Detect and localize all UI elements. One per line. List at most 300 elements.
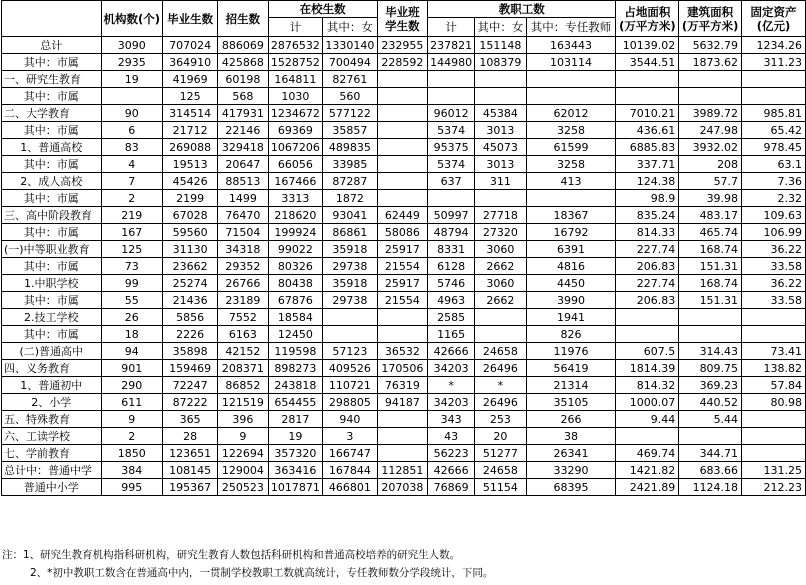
table-cell: 6391 [526, 241, 616, 258]
table-cell: 33290 [526, 462, 616, 479]
row-label: 四、义务教育 [2, 360, 102, 377]
table-cell: 683.66 [679, 462, 742, 479]
table-cell: 1124.18 [679, 479, 742, 496]
table-cell: 369.23 [679, 377, 742, 394]
table-cell: 2421.89 [616, 479, 679, 496]
table-cell: 2 [101, 428, 163, 445]
table-cell [377, 71, 428, 88]
table-cell: 1499 [218, 190, 269, 207]
table-row [2, 88, 806, 105]
table-cell [377, 139, 428, 156]
table-row [2, 377, 806, 394]
table-cell: 42152 [218, 343, 269, 360]
table-cell: 9.44 [616, 411, 679, 428]
table-cell: 19513 [163, 156, 218, 173]
table-cell: 164811 [268, 71, 323, 88]
table-cell: 21554 [377, 292, 428, 309]
table-cell: 62449 [377, 207, 428, 224]
table-cell: 80438 [268, 275, 323, 292]
table-cell: 814.33 [616, 224, 679, 241]
table-cell: 985.81 [742, 105, 806, 122]
table-cell: 67876 [268, 292, 323, 309]
table-cell: 940 [323, 411, 378, 428]
footnote-1: 注：1、研究生教育机构指科研机构，研究生教育人数包括科研机构和普通高校培养的研究生人数。 [2, 549, 461, 561]
table-cell: 329418 [218, 139, 269, 156]
table-cell: 56223 [428, 445, 475, 462]
table-cell: 109.63 [742, 207, 806, 224]
table-cell: 396 [218, 411, 269, 428]
table-cell: 3060 [475, 275, 527, 292]
table-cell: 2662 [475, 292, 527, 309]
table-cell: 809.75 [679, 360, 742, 377]
table-cell: 42666 [428, 343, 475, 360]
table-row [2, 241, 806, 258]
table-cell: 2817 [268, 411, 323, 428]
table-cell: 82761 [323, 71, 378, 88]
table-cell: 51154 [475, 479, 527, 496]
table-cell [475, 190, 527, 207]
table-cell: 34203 [428, 394, 475, 411]
row-label: (一)中等职业教育 [2, 241, 102, 258]
table-cell: 131.25 [742, 462, 806, 479]
row-label: 普通中小学 [2, 479, 102, 496]
row-label: 1.中职学校 [2, 275, 102, 292]
table-cell: 110721 [323, 377, 378, 394]
table-row [2, 105, 806, 122]
table-cell [616, 326, 679, 343]
header-in-school-female: 其中：女 [323, 18, 378, 37]
table-cell: 23189 [218, 292, 269, 309]
table-cell [377, 105, 428, 122]
table-cell: 76319 [377, 377, 428, 394]
table-cell: 413 [526, 173, 616, 190]
table-cell: 6 [101, 122, 163, 139]
table-cell: 21436 [163, 292, 218, 309]
table-cell: 35918 [323, 241, 378, 258]
table-cell: 4 [101, 156, 163, 173]
table-cell: 33.58 [742, 292, 806, 309]
table-cell: 364910 [163, 54, 218, 71]
row-label: 其中：市属 [2, 88, 102, 105]
table-cell: 29738 [323, 258, 378, 275]
table-cell: 465.74 [679, 224, 742, 241]
table-cell: 1814.39 [616, 360, 679, 377]
table-cell: 24658 [475, 343, 527, 360]
table-cell: 11976 [526, 343, 616, 360]
table-cell: 21554 [377, 258, 428, 275]
header-land: 占地面积(万平方米) [616, 1, 679, 37]
table-cell: 489835 [323, 139, 378, 156]
table-cell: 1872 [323, 190, 378, 207]
table-cell: 227.74 [616, 241, 679, 258]
table-cell: 212.23 [742, 479, 806, 496]
table-cell [742, 428, 806, 445]
table-cell: 3544.51 [616, 54, 679, 71]
table-cell: 28 [163, 428, 218, 445]
table-cell: 124.38 [616, 173, 679, 190]
table-cell [526, 88, 616, 105]
table-cell [377, 190, 428, 207]
header-staff-total: 计 [428, 18, 475, 37]
table-row [2, 156, 806, 173]
footnote-2: 2、*初中教职工数含在普通高中内，一贯制学校教职工数就高统计，专任教师数分学段统计，下同。 [30, 567, 494, 579]
table-cell: 237821 [428, 37, 475, 54]
table-cell: 86852 [218, 377, 269, 394]
table-cell: 219 [101, 207, 163, 224]
table-cell: 19 [268, 428, 323, 445]
row-label: 1、普通高校 [2, 139, 102, 156]
table-cell: 1528752 [268, 54, 323, 71]
table-cell [616, 309, 679, 326]
table-cell: 168.74 [679, 275, 742, 292]
table-cell: 568 [218, 88, 269, 105]
table-cell: 138.82 [742, 360, 806, 377]
table-cell: 151148 [475, 37, 527, 54]
table-row [2, 190, 806, 207]
table-row [2, 309, 806, 326]
table-cell: 87222 [163, 394, 218, 411]
table-cell: 357320 [268, 445, 323, 462]
table-cell: 71504 [218, 224, 269, 241]
table-row [2, 224, 806, 241]
table-cell: 232955 [377, 37, 428, 54]
table-cell: 3 [323, 428, 378, 445]
table-cell: 31130 [163, 241, 218, 258]
header-staff-fulltime: 其中：专任教师 [526, 18, 616, 37]
table-cell: 144980 [428, 54, 475, 71]
table-cell: 22146 [218, 122, 269, 139]
table-cell: 344.71 [679, 445, 742, 462]
row-label: (二)普通高中 [2, 343, 102, 360]
table-cell [377, 326, 428, 343]
table-cell: 4450 [526, 275, 616, 292]
table-row [2, 479, 806, 496]
table-cell: 21712 [163, 122, 218, 139]
table-cell [679, 326, 742, 343]
table-row [2, 326, 806, 343]
table-cell [428, 88, 475, 105]
table-cell: 5374 [428, 156, 475, 173]
table-cell [679, 71, 742, 88]
table-cell: 409526 [323, 360, 378, 377]
table-cell: 199924 [268, 224, 323, 241]
table-cell: 2199 [163, 190, 218, 207]
table-cell: 119598 [268, 343, 323, 360]
table-cell [526, 71, 616, 88]
row-label: 一、研究生教育 [2, 71, 102, 88]
table-cell: 5.44 [679, 411, 742, 428]
table-cell: 1330140 [323, 37, 378, 54]
table-cell: 2585 [428, 309, 475, 326]
row-label: 六、工读学校 [2, 428, 102, 445]
table-cell: 269088 [163, 139, 218, 156]
table-cell: 611 [101, 394, 163, 411]
table-cell: 60198 [218, 71, 269, 88]
table-cell: 343 [428, 411, 475, 428]
table-cell: 18 [101, 326, 163, 343]
row-label: 其中：市属 [2, 326, 102, 343]
table-cell: 483.17 [679, 207, 742, 224]
table-cell: 34318 [218, 241, 269, 258]
table-cell: 469.74 [616, 445, 679, 462]
table-cell: 20 [475, 428, 527, 445]
table-cell: 88513 [218, 173, 269, 190]
table-cell: 577122 [323, 105, 378, 122]
table-cell: 59560 [163, 224, 218, 241]
table-cell: 18584 [268, 309, 323, 326]
table-cell [742, 326, 806, 343]
table-cell: 29738 [323, 292, 378, 309]
table-cell: 151.31 [679, 258, 742, 275]
row-label: 其中：市属 [2, 122, 102, 139]
table-cell [377, 445, 428, 462]
table-cell [742, 445, 806, 462]
table-cell: 123651 [163, 445, 218, 462]
table-row [2, 343, 806, 360]
table-cell: 42666 [428, 462, 475, 479]
table-cell: 23662 [163, 258, 218, 275]
table-cell: 50997 [428, 207, 475, 224]
table-cell: 826 [526, 326, 616, 343]
table-cell: 166747 [323, 445, 378, 462]
table-row [2, 71, 806, 88]
table-cell: 167466 [268, 173, 323, 190]
table-cell: 384 [101, 462, 163, 479]
row-label: 其中：市属 [2, 54, 102, 71]
table-row [2, 411, 806, 428]
table-cell: 35857 [323, 122, 378, 139]
table-body [2, 37, 806, 496]
table-cell [679, 309, 742, 326]
table-cell: 208 [679, 156, 742, 173]
table-cell: 1165 [428, 326, 475, 343]
table-cell: 106.99 [742, 224, 806, 241]
table-cell: 3090 [101, 37, 163, 54]
table-cell: 20647 [218, 156, 269, 173]
table-cell [679, 88, 742, 105]
table-cell: 1234672 [268, 105, 323, 122]
table-cell: 151.31 [679, 292, 742, 309]
table-cell: 99 [101, 275, 163, 292]
table-cell [377, 411, 428, 428]
table-cell: 1067206 [268, 139, 323, 156]
table-cell [616, 88, 679, 105]
table-row [2, 207, 806, 224]
table-cell: 607.5 [616, 343, 679, 360]
row-label: 2.技工学校 [2, 309, 102, 326]
table-cell: 163443 [526, 37, 616, 54]
table-cell: 67028 [163, 207, 218, 224]
table-cell: 3013 [475, 156, 527, 173]
table-cell: 65.42 [742, 122, 806, 139]
table-cell: 337.71 [616, 156, 679, 173]
table-cell: 4963 [428, 292, 475, 309]
row-label: 七、学前教育 [2, 445, 102, 462]
table-cell: 6163 [218, 326, 269, 343]
row-label: 五、特殊教育 [2, 411, 102, 428]
row-label: 其中：市属 [2, 156, 102, 173]
table-cell: 436.61 [616, 122, 679, 139]
table-cell: 36532 [377, 343, 428, 360]
table-cell [377, 428, 428, 445]
table-cell: 1850 [101, 445, 163, 462]
table-cell: 253 [475, 411, 527, 428]
table-cell: 2 [101, 190, 163, 207]
table-cell: 1030 [268, 88, 323, 105]
footnotes [2, 546, 493, 582]
table-cell [475, 309, 527, 326]
table-cell: 995 [101, 479, 163, 496]
table-cell: 108379 [475, 54, 527, 71]
table-cell [475, 326, 527, 343]
education-statistics-table [1, 0, 806, 496]
table-cell: 247.98 [679, 122, 742, 139]
table-cell: 228592 [377, 54, 428, 71]
table-cell [323, 326, 378, 343]
header-enrollment: 招生数 [218, 1, 269, 37]
table-cell: 25917 [377, 241, 428, 258]
table-cell: 206.83 [616, 258, 679, 275]
table-cell: 93041 [323, 207, 378, 224]
table-cell: 27718 [475, 207, 527, 224]
table-cell: 45426 [163, 173, 218, 190]
table-cell: 3013 [475, 122, 527, 139]
table-cell: 96012 [428, 105, 475, 122]
table-cell: 38 [526, 428, 616, 445]
table-cell: 311.23 [742, 54, 806, 71]
table-cell: 69369 [268, 122, 323, 139]
table-cell: 26496 [475, 360, 527, 377]
table-cell: 898273 [268, 360, 323, 377]
table-cell: 7 [101, 173, 163, 190]
table-cell: 12450 [268, 326, 323, 343]
table-cell: 35105 [526, 394, 616, 411]
table-cell: 3313 [268, 190, 323, 207]
table-cell: 814.32 [616, 377, 679, 394]
table-cell: 95375 [428, 139, 475, 156]
table-cell: 560 [323, 88, 378, 105]
table-cell: 1421.82 [616, 462, 679, 479]
table-cell: 36.22 [742, 241, 806, 258]
table-cell: 3990 [526, 292, 616, 309]
table-cell: 43 [428, 428, 475, 445]
statistics-table-container [1, 0, 806, 496]
table-cell: 978.45 [742, 139, 806, 156]
row-label: 总计中：普通中学 [2, 462, 102, 479]
table-cell: 3258 [526, 156, 616, 173]
table-cell: 39.98 [679, 190, 742, 207]
table-cell: 99022 [268, 241, 323, 258]
table-cell: 66056 [268, 156, 323, 173]
table-cell: 195367 [163, 479, 218, 496]
table-cell [323, 309, 378, 326]
table-cell: 94 [101, 343, 163, 360]
table-cell [377, 173, 428, 190]
table-cell: 707024 [163, 37, 218, 54]
table-cell: 298805 [323, 394, 378, 411]
table-cell: 700494 [323, 54, 378, 71]
table-cell: 425868 [218, 54, 269, 71]
table-cell: 76869 [428, 479, 475, 496]
table-cell: 2.32 [742, 190, 806, 207]
table-row [2, 292, 806, 309]
row-label: 2、成人高校 [2, 173, 102, 190]
table-cell: 3258 [526, 122, 616, 139]
row-label: 总计 [2, 37, 102, 54]
row-label: 1、普通初中 [2, 377, 102, 394]
table-cell [742, 88, 806, 105]
table-cell: 363416 [268, 462, 323, 479]
row-label: 其中：市属 [2, 224, 102, 241]
table-cell: 5374 [428, 122, 475, 139]
table-cell: 73.41 [742, 343, 806, 360]
table-cell: 7.36 [742, 173, 806, 190]
table-cell: 2226 [163, 326, 218, 343]
row-label: 其中：市属 [2, 292, 102, 309]
table-cell: 1000.07 [616, 394, 679, 411]
table-row [2, 173, 806, 190]
table-cell: 125 [163, 88, 218, 105]
table-cell: 87287 [323, 173, 378, 190]
table-row [2, 445, 806, 462]
table-cell: 365 [163, 411, 218, 428]
table-row [2, 258, 806, 275]
table-cell: 90 [101, 105, 163, 122]
row-label: 2、小学 [2, 394, 102, 411]
table-cell [377, 156, 428, 173]
table-cell: 6128 [428, 258, 475, 275]
table-cell: 266 [526, 411, 616, 428]
table-cell: 57123 [323, 343, 378, 360]
table-cell: 466801 [323, 479, 378, 496]
table-cell: 45384 [475, 105, 527, 122]
table-cell: 314.43 [679, 343, 742, 360]
table-cell: 94187 [377, 394, 428, 411]
table-cell: 1873.62 [679, 54, 742, 71]
table-row [2, 360, 806, 377]
table-cell: 4816 [526, 258, 616, 275]
table-cell: 21314 [526, 377, 616, 394]
table-cell: 167 [101, 224, 163, 241]
table-cell: 218620 [268, 207, 323, 224]
table-cell: 25274 [163, 275, 218, 292]
table-cell: 5746 [428, 275, 475, 292]
table-cell: 26341 [526, 445, 616, 462]
table-cell: 35898 [163, 343, 218, 360]
table-cell: 7010.21 [616, 105, 679, 122]
table-cell: 80326 [268, 258, 323, 275]
header-in-school: 在校生数 [268, 1, 377, 18]
header-assets: 固定资产(亿元) [742, 1, 806, 37]
table-cell: 6885.83 [616, 139, 679, 156]
table-cell: 27320 [475, 224, 527, 241]
table-cell: 112851 [377, 462, 428, 479]
table-cell: * [428, 377, 475, 394]
table-cell: 2876532 [268, 37, 323, 54]
table-cell: 314514 [163, 105, 218, 122]
table-cell: 121519 [218, 394, 269, 411]
row-label: 其中：市属 [2, 258, 102, 275]
table-cell: 108145 [163, 462, 218, 479]
table-cell: 1234.26 [742, 37, 806, 54]
table-cell: 170506 [377, 360, 428, 377]
table-cell [377, 88, 428, 105]
header-graduates: 毕业生数 [163, 1, 218, 37]
table-cell [428, 71, 475, 88]
table-cell [742, 71, 806, 88]
table-cell: 26496 [475, 394, 527, 411]
table-cell: 417931 [218, 105, 269, 122]
